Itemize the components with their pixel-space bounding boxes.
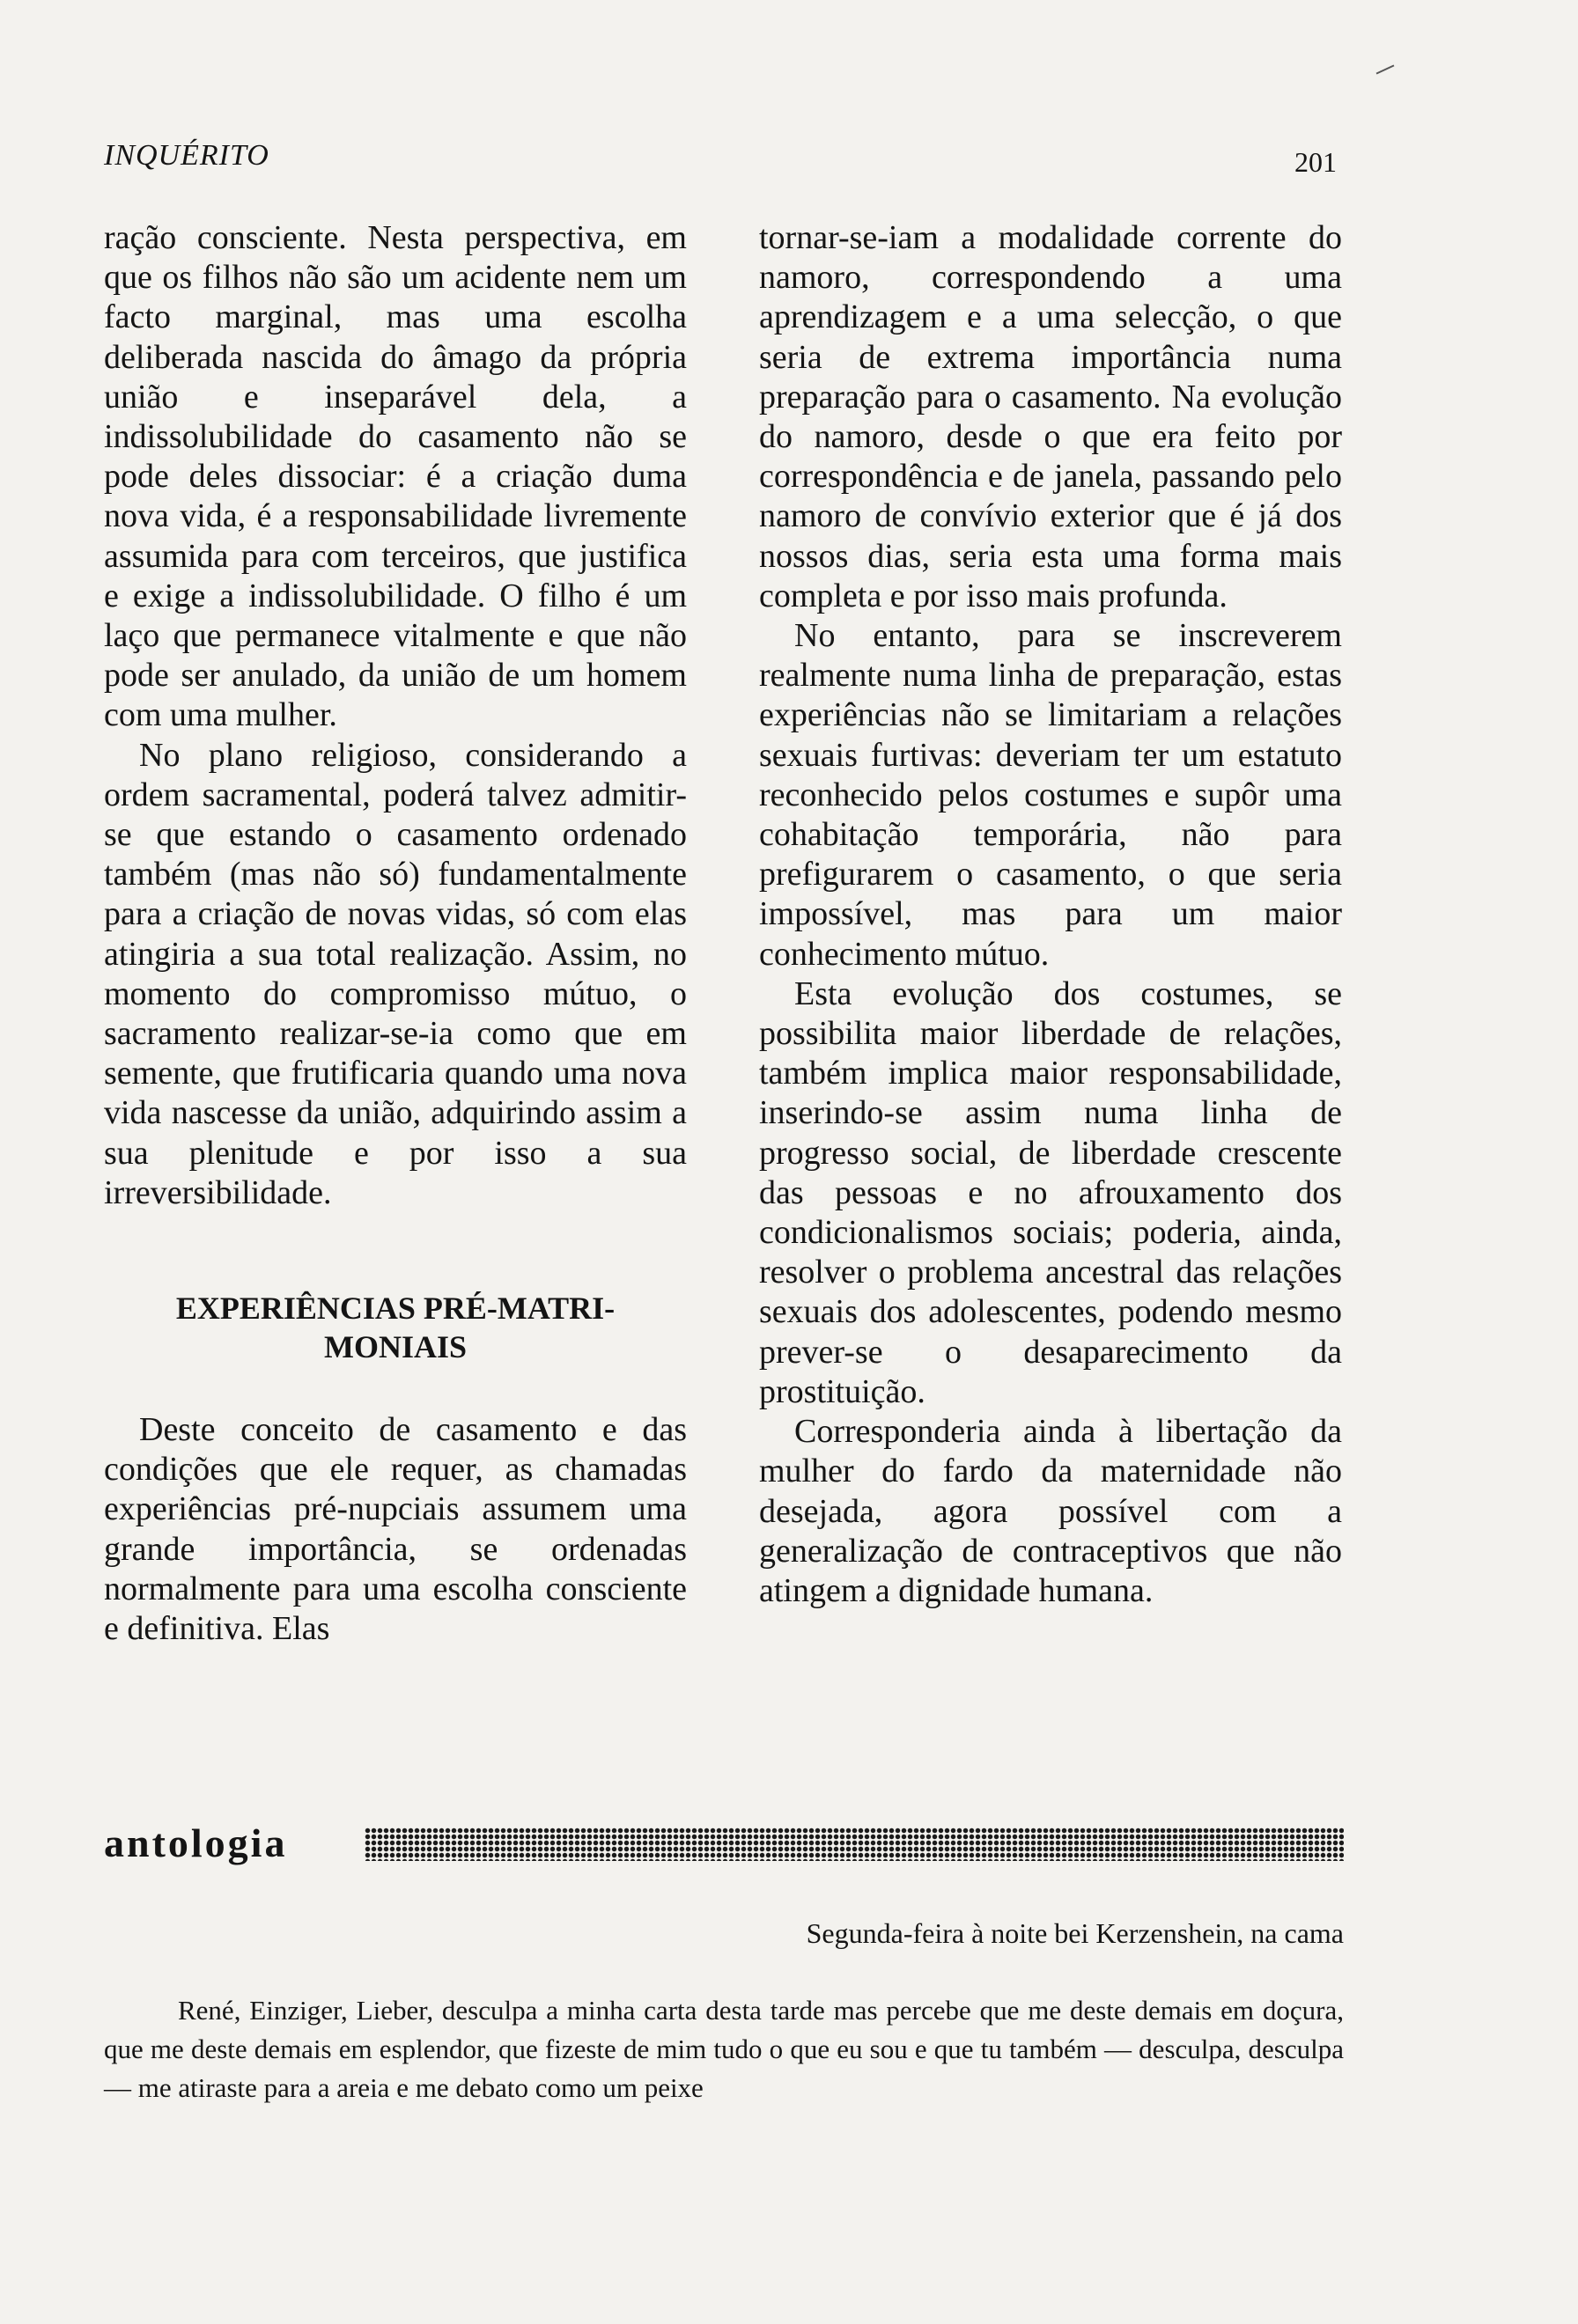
page-number: 201: [1294, 146, 1337, 178]
scan-edge-mark: [1376, 64, 1395, 74]
section-title-line-2: MONIAIS: [323, 1329, 468, 1365]
right-paragraph-1: tornar-se-iam a modalidade corrente do namoro, correspondendo a uma aprendizagem e a uma selecção, o que seria de extrema importância numa preparação para o casamento. Na evolução do namoro, desde o que era feito por correspondência e de janela, passando pelo namoro de convívio exterior que é já dos nossos dias, seria esta uma forma mais completa e por isso mais profunda.: [759, 219, 1342, 614]
left-paragraph-3: Deste conceito de casamento e das condições que ele requer, as chamadas experiências pré-nupciais assumem uma grande importância, se ordenadas normalmente para uma escolha consciente e definitiva. Elas: [104, 1411, 687, 1648]
right-paragraph-3: Esta evolução dos costumes, se possibilita maior liberdade de relações, também implica maior responsabilidade, inserindo-se assim numa linha de progresso social, de liberdade crescente das pessoas e no afrouxamento dos condicionalismos sociais; poderia, ainda, resolver o problema ancestral das relações sexuais dos adolescentes, podendo mesmo prever-se o desaparecimento da prostituição.: [759, 974, 1342, 1410]
section-title-line-1: EXPERIÊNCIAS PRÉ-MATRI-: [175, 1291, 616, 1327]
section-title: [104, 1289, 687, 1366]
antologia-banner: [104, 1817, 1344, 1870]
left-paragraph-1: ração consciente. Nesta perspectiva, em que os filhos não são um acidente nem um facto marginal, mas uma escolha deliberada nascida do âmago da própria união e inseparável dela, a indissolubilidade do casamento não se pode deles dissociar: é a criação duma nova vida, é a responsabilidade livremente assumida para com terceiros, que justifica e exige a indissolubilidade. O filho é um laço que permanece vitalmente e que não pode ser anulado, da união de um homem com uma mulher.: [104, 219, 687, 734]
right-column: [759, 218, 1342, 1611]
right-paragraph-4: Corresponderia ainda à libertação da mulher do fardo da maternidade não desejada, agora possível com a generalização de contraceptivos que não atingem a dignidade humana.: [759, 1413, 1342, 1609]
antologia-dot-pattern: [365, 1828, 1344, 1861]
excerpt-date-line: Segunda-feira à noite bei Kerzenshein, na cama: [806, 1917, 1344, 1949]
running-header-section: INQUÉRITO: [104, 139, 269, 172]
left-paragraph-2: No plano religioso, considerando a ordem sacramental, poderá talvez admitir-se que estando o casamento ordenado também (mas não só) fundamentalmente para a criação de novas vidas, só com elas atingiria a sua total realização. Assim, no momento do compromisso mútuo, o sacramento realizar-se-ia como que em semente, que frutificaria quando uma nova vida nascesse da união, adquirindo assim a sua plenitude e por isso a sua irreversibilidade.: [104, 736, 687, 1211]
right-paragraph-2: No entanto, para se inscreverem realmente numa linha de preparação, estas experiências não se limitariam a relações sexuais furtivas: deveriam ter um estatuto reconhecido pelos costumes e supôr uma cohabitação temporária, não para prefigurarem o casamento, o que seria impossível, mas para um maior conhecimento mútuo.: [759, 617, 1342, 973]
excerpt-body: René, Einziger, Lieber, desculpa a minha carta desta tarde mas percebe que me deste demais em doçura, que me deste demais em esplendor, que fizeste de mim tudo o que eu sou e que tu também — desculpa, desculpa — me atiraste para a areia e me debato como um peixe: [104, 1995, 1344, 2103]
antologia-label: antologia: [104, 1820, 288, 1865]
left-column: [104, 218, 687, 1649]
